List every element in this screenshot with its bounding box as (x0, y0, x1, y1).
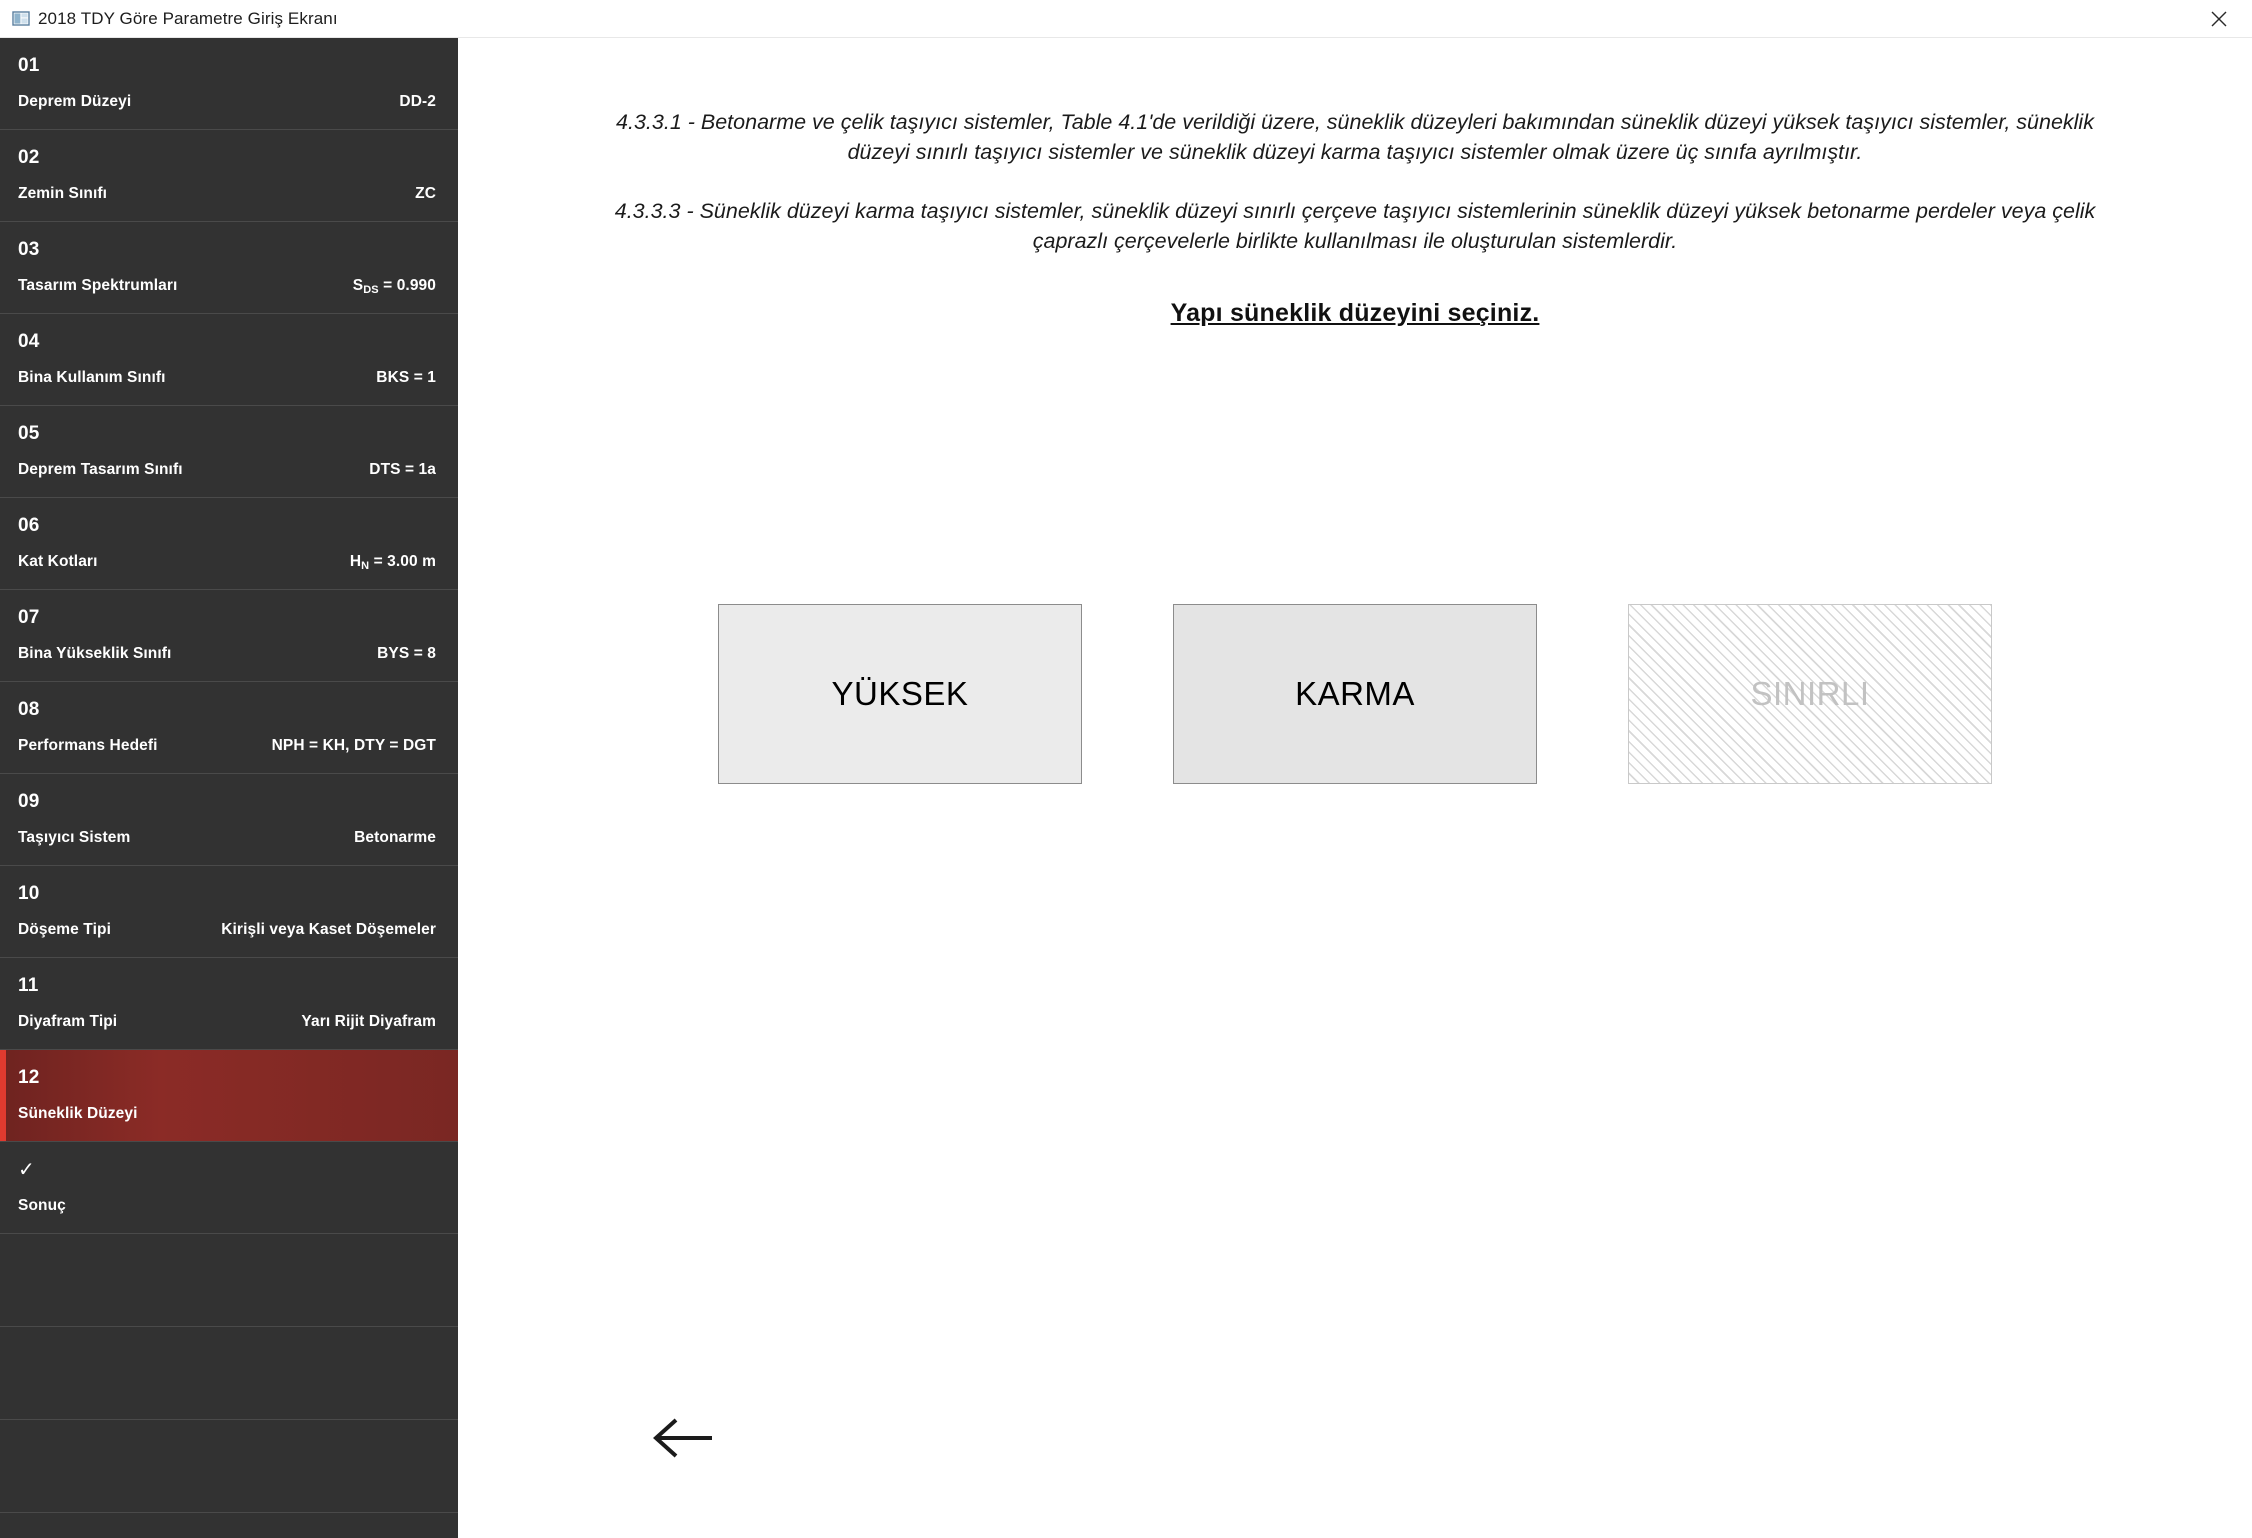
sidebar-item-label: Taşıyıcı Sistem (18, 829, 131, 846)
sidebar-item-10[interactable] (0, 866, 458, 958)
sidebar-item-12-suneklik-duzeyi[interactable] (0, 1050, 458, 1142)
sidebar-item-value: DD-2 (399, 93, 436, 110)
sidebar-item-05[interactable] (0, 406, 458, 498)
close-icon[interactable] (2186, 0, 2252, 37)
sidebar-item-07[interactable] (0, 590, 458, 682)
sidebar-item-label: Deprem Düzeyi (18, 93, 132, 110)
window-title: 2018 TDY Göre Parametre Giriş Ekranı (38, 8, 338, 28)
sidebar-item-03[interactable] (0, 222, 458, 314)
workspace (0, 38, 2252, 1538)
sidebar-item-number: 11 (18, 975, 39, 996)
sidebar-item-number: 02 (18, 147, 40, 168)
sidebar-item-01[interactable] (0, 38, 458, 130)
sidebar-item-value: $H_N = 3.00$ m (349, 553, 436, 572)
sidebar-item-label: Diyafram Tipi (18, 1013, 118, 1030)
sidebar-item-value: DTS = 1a (369, 461, 436, 478)
sidebar-empty-row (0, 1327, 458, 1420)
choice-group (458, 604, 2252, 784)
window-titlebar (0, 0, 2252, 38)
sidebar-item-value: BKS = 1 (376, 369, 436, 386)
sidebar-empty-row (0, 1234, 458, 1327)
sidebar-item-value: ZC (415, 185, 436, 202)
sidebar-item-number: 10 (18, 883, 40, 904)
back-arrow-icon[interactable] (648, 1410, 720, 1466)
sidebar-item-label: Performans Hedefi (18, 737, 158, 754)
sidebar-item-value: Kirişli veya Kaset Döşemeler (221, 921, 436, 938)
main-content (458, 38, 2252, 1538)
sidebar-item-number: 04 (18, 331, 40, 352)
sidebar-item-11[interactable] (0, 958, 458, 1050)
sidebar-item-value: NPH = KH, DTY = DGT (271, 737, 436, 754)
sidebar-item-number: 12 (18, 1067, 40, 1088)
sidebar-item-label: Tasarım Spektrumları (18, 277, 178, 294)
sidebar-item-02[interactable] (0, 130, 458, 222)
sidebar-item-08[interactable] (0, 682, 458, 774)
sidebar-item-label: Zemin Sınıfı (18, 185, 108, 202)
sidebar-item-number: 07 (18, 607, 40, 628)
sidebar-item-number: 06 (18, 515, 40, 536)
selection-prompt: Yapı süneklik düzeyini seçiniz. (1170, 298, 1540, 327)
choice-karma-button[interactable]: KARMA (1173, 604, 1537, 784)
sidebar-item-number: 09 (18, 791, 40, 812)
sidebar-item-09[interactable] (0, 774, 458, 866)
sidebar-item-number: 01 (18, 55, 40, 76)
sidebar-item-value: Yarı Rijit Diyafram (301, 1013, 436, 1030)
sidebar-item-value: $S_{DS} = 0.990$ (352, 277, 436, 296)
sidebar-item-06[interactable] (0, 498, 458, 590)
check-icon: ✓ (18, 1159, 35, 1181)
choice-sinirli-button-disabled: SINIRLI (1628, 604, 1992, 784)
sidebar-item-value: BYS = 8 (377, 645, 436, 662)
sidebar-item-value: Betonarme (354, 829, 436, 846)
choice-yuksek-button[interactable]: YÜKSEK (718, 604, 1082, 784)
sidebar-empty-row (0, 1420, 458, 1513)
sidebar-item-label: Sonuç (18, 1197, 66, 1214)
sidebar-item-number: 08 (18, 699, 40, 720)
sidebar-item-sonuc[interactable] (0, 1142, 458, 1234)
sidebar-item-label: Deprem Tasarım Sınıfı (18, 461, 183, 478)
sidebar-item-04[interactable] (0, 314, 458, 406)
sidebar-item-label: Bina Yükseklik Sınıfı (18, 645, 172, 662)
sidebar-item-label: Bina Kullanım Sınıfı (18, 369, 166, 386)
sidebar-item-number: 05 (18, 423, 40, 444)
clause-4333-text: 4.3.3.3 - Süneklik düzeyi karma taşıyıcı sistemler, süneklik düzeyi sınırlı çerçeve taşıyıcı sistemlerinin süneklik düzeyi yüksek betonarme perdeler veya çelik çaprazlı çerçevelerle birlikte kullanılması ile oluşturulan sistemlerdir. (614, 199, 2096, 253)
sidebar-empty-row (0, 1513, 458, 1538)
sidebar-item-label: Döşeme Tipi (18, 921, 111, 938)
clause-4331-text: 4.3.3.1 - Betonarme ve çelik taşıyıcı sistemler, Table 4.1'de verildiği üzere, süneklik düzeyleri bakımından süneklik düzeyi yüksek taşıyıcı sistemler, süneklik düzeyi sınırlı taşıyıcı sistemler ve süneklik düzeyi karma taşıyıcı sistemler olmak üzere üç sınıfa ayrılmıştır. (616, 110, 2094, 164)
sidebar-item-number: 03 (18, 239, 40, 260)
sidebar (0, 38, 458, 1538)
window-app-icon (12, 10, 30, 28)
sidebar-item-label: Süneklik Düzeyi (18, 1105, 138, 1122)
sidebar-item-label: Kat Kotları (18, 553, 98, 570)
